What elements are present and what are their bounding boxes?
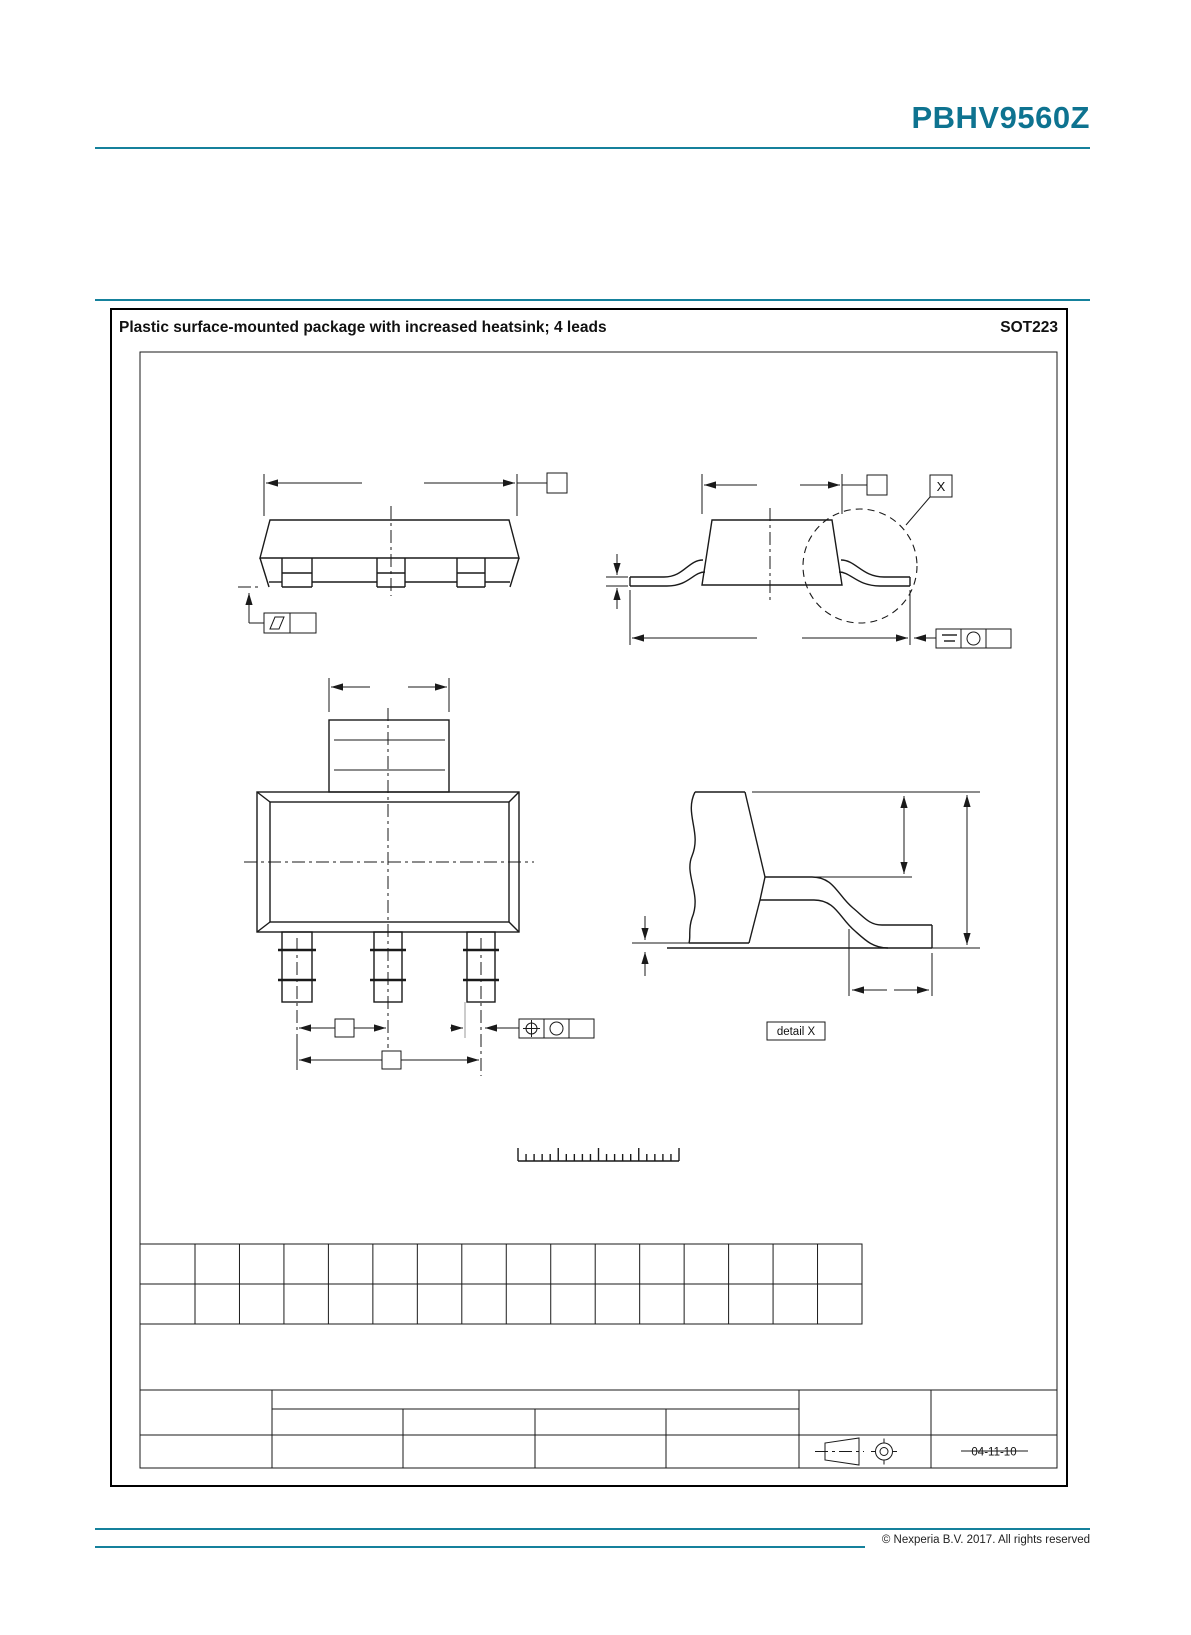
page-title: PBHV9560Z <box>911 100 1090 135</box>
copyright-notice: © Nexperia B.V. 2017. All rights reserved <box>881 1534 1090 1546</box>
figure-caption: Plastic surface-mounted package with increased heatsink; 4 leads <box>119 319 607 336</box>
datum-x-label: X <box>936 479 946 494</box>
package-outline-figure <box>110 308 1068 1487</box>
dimension-table <box>140 1244 862 1324</box>
detail-x-label: detail X <box>776 1026 816 1038</box>
parallel-tolerance-frame <box>936 629 1011 648</box>
dimension-box <box>867 475 887 495</box>
first-angle-projection-icon <box>815 1438 897 1465</box>
position-tolerance-icon <box>523 1020 540 1037</box>
detail-circle <box>803 509 917 623</box>
top-view <box>244 678 594 1076</box>
package-outline-drawing <box>112 346 1066 1483</box>
footer-divider-top <box>95 1528 1090 1530</box>
title-block <box>140 1390 1057 1468</box>
dimension-box <box>382 1051 401 1069</box>
position-tolerance-frame <box>519 1019 594 1038</box>
scale-ruler <box>518 1148 679 1161</box>
dimension-box <box>335 1019 354 1037</box>
dimension-box <box>547 473 567 493</box>
front-view <box>238 473 567 633</box>
footer-divider-bottom <box>95 1546 865 1548</box>
issue-date: 04-11-10 <box>971 1446 1017 1459</box>
figure-top-divider <box>95 299 1090 301</box>
figure-caption-row <box>112 310 1066 346</box>
detail-x-view <box>632 792 980 1040</box>
header-divider <box>95 147 1090 149</box>
figure-package-name: SOT223 <box>1000 319 1058 336</box>
seating-plane-datum-icon <box>264 613 316 633</box>
side-view <box>606 474 1011 648</box>
